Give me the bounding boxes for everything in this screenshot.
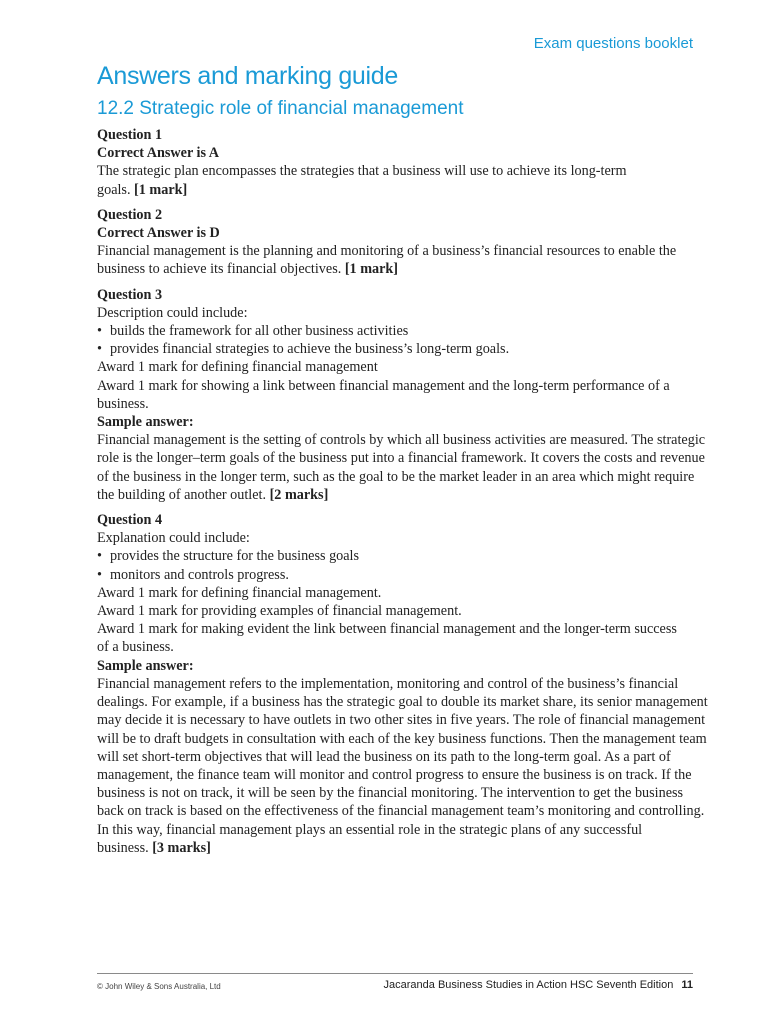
question-3-bullet-1: • builds the framework for all other business activities [97, 322, 677, 340]
question-4-sample-line-9: In this way, financial management plays an essential role in the strategic plans of any successful [97, 821, 643, 838]
question-4-sample-line-5: will set short-term objectives that will lead the business on its path to the long-term goal. As a part of [97, 748, 671, 765]
answers-content [97, 126, 708, 864]
question-1-marks: [1 mark] [134, 181, 188, 198]
question-3-heading: Question 3 [97, 286, 163, 303]
booklet-label: Exam questions booklet [533, 35, 693, 52]
question-1-block [97, 126, 677, 199]
section-title: 12.2 Strategic role of financial management [97, 98, 464, 119]
question-3-marks: [2 marks] [269, 486, 329, 503]
question-1-text-line-1: The strategic plan encompasses the strategies that a business will use to achieve its long-term [97, 163, 627, 180]
question-2-text-line-1: Financial management is the planning and monitoring of a business’s financial resources to enable the [97, 243, 677, 260]
page-number: 11 [681, 979, 693, 991]
question-4-marks: [3 marks] [152, 839, 211, 856]
question-4-sample-line-7: business is not on track, it will be seen by the financial monitoring. The intervention to get the business [97, 785, 684, 802]
question-4-heading: Question 4 [97, 512, 163, 529]
question-4-award-3-line-1: Award 1 mark for making evident the link between financial management and the longer-term success [97, 621, 677, 638]
question-4-sample-line-2: dealings. For example, if a business has the strategic goal to double its market share, its senior management [97, 694, 708, 711]
footer-book-info [384, 979, 693, 991]
question-3-sample-line-4 [97, 486, 677, 504]
question-4-award-1: Award 1 mark for defining financial management. [97, 584, 382, 601]
question-2-text-end: business to achieve its financial objectives. [97, 261, 342, 278]
question-3-sample-line-3: of the business in the longer term, such as the goal to be the market leader in an area which might require [97, 468, 695, 485]
question-4-sample-line-1: Financial management refers to the implementation, monitoring and control of the business’s financial [97, 675, 679, 692]
question-4-sample-line-4: will be to draft budgets in consultation with each of the key business functions. Then the management team [97, 730, 707, 747]
question-4-sample-end: business. [97, 839, 149, 856]
question-2-answer: Correct Answer is D [97, 225, 220, 242]
question-3-award-2-line-1: Award 1 mark for showing a link between financial management and the long-term performance of a [97, 377, 670, 394]
question-3-sample-label: Sample answer: [97, 414, 194, 431]
question-3-award-1: Award 1 mark for defining financial management [97, 359, 378, 376]
question-4-award-2: Award 1 mark for providing examples of financial management. [97, 603, 462, 620]
question-1-text-line-2 [97, 181, 677, 199]
footer-divider [97, 973, 693, 974]
book-title: Jacaranda Business Studies in Action HSC Seventh Edition [383, 979, 674, 991]
question-4-intro: Explanation could include: [97, 530, 250, 547]
question-2-text-line-2 [97, 260, 677, 278]
question-4-sample-line-10 [97, 839, 677, 857]
question-4-bullet-2: • monitors and controls progress. [97, 566, 677, 584]
question-3-bullet-2: • provides financial strategies to achieve the business’s long-term goals. [97, 340, 677, 358]
question-4-sample-label: Sample answer: [97, 657, 194, 674]
question-2-marks: [1 mark] [344, 261, 399, 278]
question-2-block [97, 206, 677, 279]
question-4-bullet-1: • provides the structure for the business goals [97, 547, 677, 565]
question-3-award-2-line-2: business. [97, 395, 149, 412]
question-3-sample-line-1: Financial management is the setting of controls by which all business activities are measured. The strategic [97, 432, 706, 449]
question-3-sample-line-2: role is the longer–term goals of the business put into a financial framework. It covers the costs and revenue [97, 450, 705, 467]
question-4-award-3-line-2: of a business. [97, 639, 174, 656]
question-4-sample-line-6: management, the finance team will monitor and control progress to ensure the business is on track. If the [97, 766, 692, 783]
page-title: Answers and marking guide [97, 62, 398, 90]
question-1-answer: Correct Answer is A [97, 145, 220, 162]
question-4-sample-line-8: back on track is based on the effectiveness of the financial management team’s monitoring and controlling. [97, 803, 705, 820]
question-3-block [97, 286, 706, 504]
question-1-heading: Question 1 [97, 127, 163, 143]
question-3-intro: Description could include: [97, 304, 248, 321]
question-3-sample-end: the building of another outlet. [97, 486, 267, 503]
question-2-heading: Question 2 [97, 206, 163, 223]
question-1-text-end: goals. [97, 181, 131, 198]
question-4-block [97, 511, 708, 857]
question-4-sample-line-3: may decide it is necessary to have outlets in two other sites in five years. The role of financial management [97, 712, 706, 729]
copyright-notice: © John Wiley & Sons Australia, Ltd [97, 982, 221, 991]
